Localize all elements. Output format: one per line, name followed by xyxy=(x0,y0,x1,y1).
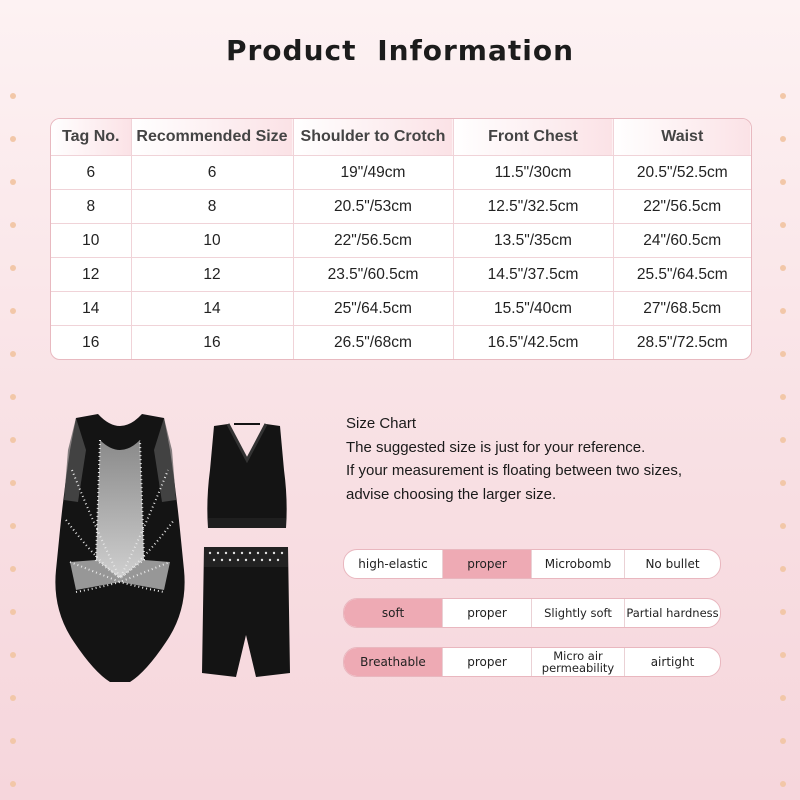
decorative-dot xyxy=(10,652,16,658)
decorative-dot xyxy=(780,652,786,658)
leotard-image xyxy=(46,410,194,685)
decorative-dot xyxy=(10,136,16,142)
table-cell: 6 xyxy=(131,156,293,190)
table-cell: 28.5"/72.5cm xyxy=(636,333,728,351)
table-cell: 12 xyxy=(131,258,293,292)
table-cell: 10 xyxy=(131,224,293,258)
table-cell: 8 xyxy=(131,190,293,224)
decorative-dot xyxy=(780,695,786,701)
decorative-dot xyxy=(10,695,16,701)
decorative-dot xyxy=(780,179,786,185)
column-header: Waist xyxy=(613,119,751,156)
table-cell: 8 xyxy=(51,190,131,224)
table-cell: 11.5"/30cm xyxy=(453,156,613,190)
decorative-dot xyxy=(10,351,16,357)
table-row xyxy=(51,292,751,326)
size-chart-heading: Size Chart xyxy=(346,415,417,432)
table-cell: 25"/64.5cm xyxy=(293,292,453,326)
decorative-dot xyxy=(10,523,16,529)
table-cell: 24"/60.5cm xyxy=(613,224,751,258)
table-body xyxy=(51,156,751,360)
rating-cell: airtight xyxy=(650,655,695,669)
decorative-dot xyxy=(10,738,16,744)
decorative-dot xyxy=(10,265,16,271)
size-table xyxy=(51,119,751,359)
shorts-image xyxy=(200,545,292,679)
decorative-dot xyxy=(780,781,786,787)
decorative-dot xyxy=(780,93,786,99)
table-cell: 6 xyxy=(51,156,131,190)
table-cell: 19"/49cm xyxy=(293,156,453,190)
rating-bar-breathability xyxy=(343,647,721,677)
column-header: Shoulder to Crotch xyxy=(293,119,453,156)
rating-cell: proper xyxy=(443,550,532,578)
size-chart-description xyxy=(346,412,766,506)
decorative-dot xyxy=(10,394,16,400)
rating-cell: soft xyxy=(344,599,443,627)
table-cell: 22"/56.5cm xyxy=(293,224,453,258)
table-cell: 10 xyxy=(51,224,131,258)
page-title: Product Information xyxy=(225,34,575,67)
rating-cell: Slightly soft xyxy=(532,599,625,627)
decorative-dot xyxy=(780,480,786,486)
crop-top-image xyxy=(204,420,290,532)
table-cell: 15.5"/40cm xyxy=(453,292,613,326)
table-row xyxy=(51,326,751,359)
decorative-dot xyxy=(10,308,16,314)
table-row xyxy=(51,224,751,258)
decorative-dot xyxy=(10,480,16,486)
table-cell: 16.5"/42.5cm xyxy=(453,326,613,359)
decorative-dot xyxy=(780,351,786,357)
table-cell: 13.5"/35cm xyxy=(453,224,613,258)
decorative-dot xyxy=(10,609,16,615)
table-cell: 20.5"/53cm xyxy=(293,190,453,224)
table-cell: 12.5"/32.5cm xyxy=(453,190,613,224)
decorative-dot xyxy=(10,93,16,99)
table-cell: 20.5"/52.5cm xyxy=(613,156,751,190)
decorative-dot xyxy=(780,265,786,271)
table-row xyxy=(51,258,751,292)
rating-cell: Breathable xyxy=(344,648,443,676)
rating-bar-elasticity xyxy=(343,549,721,579)
decorative-dot xyxy=(780,394,786,400)
decorative-dot xyxy=(780,437,786,443)
table-cell: 22"/56.5cm xyxy=(613,190,751,224)
decorative-dot xyxy=(780,566,786,572)
table-cell: 25.5"/64.5cm xyxy=(613,258,751,292)
description-line-2: If your measurement is floating between two sizes, xyxy=(346,462,682,479)
table-cell: 16 xyxy=(51,326,131,359)
rating-cell: No bullet xyxy=(645,557,700,571)
decorative-dot xyxy=(780,609,786,615)
table-cell: 14 xyxy=(51,292,131,326)
table-cell: 27"/68.5cm xyxy=(613,292,751,326)
column-header: Tag No. xyxy=(51,119,131,156)
decorative-dot xyxy=(10,566,16,572)
table-cell: 23.5"/60.5cm xyxy=(293,258,453,292)
table-cell: 14 xyxy=(131,292,293,326)
decorative-dot xyxy=(780,738,786,744)
table-cell: 16 xyxy=(131,326,293,359)
column-header: Recommended Size xyxy=(131,119,293,156)
decorative-dot xyxy=(10,222,16,228)
decorative-dot xyxy=(10,179,16,185)
decorative-dot xyxy=(780,523,786,529)
description-line-1: The suggested size is just for your reference. xyxy=(346,438,646,456)
rating-bar-softness xyxy=(343,598,721,628)
rating-cell: Microbomb xyxy=(532,550,625,578)
decorative-dot xyxy=(10,437,16,443)
decorative-dot xyxy=(780,136,786,142)
rating-cell: proper xyxy=(443,648,532,676)
table-cell: 14.5"/37.5cm xyxy=(453,258,613,292)
table-cell: 26.5"/68cm xyxy=(293,326,453,359)
rating-cell: Partial hardness xyxy=(626,606,719,620)
table-row xyxy=(51,190,751,224)
rating-cell: high-elastic xyxy=(344,550,443,578)
size-table-container xyxy=(50,118,752,360)
table-row xyxy=(51,156,751,190)
table-cell: 12 xyxy=(51,258,131,292)
description-line-3: advise choosing the larger size. xyxy=(346,485,557,503)
decorative-dot xyxy=(10,781,16,787)
right-dot-border xyxy=(780,0,790,800)
decorative-dot xyxy=(780,222,786,228)
left-dot-border xyxy=(10,0,20,800)
rating-cell: Micro air permeability xyxy=(532,648,625,676)
table-header-row xyxy=(51,119,751,156)
decorative-dot xyxy=(780,308,786,314)
column-header: Front Chest xyxy=(453,119,613,156)
rating-cell: proper xyxy=(443,599,532,627)
